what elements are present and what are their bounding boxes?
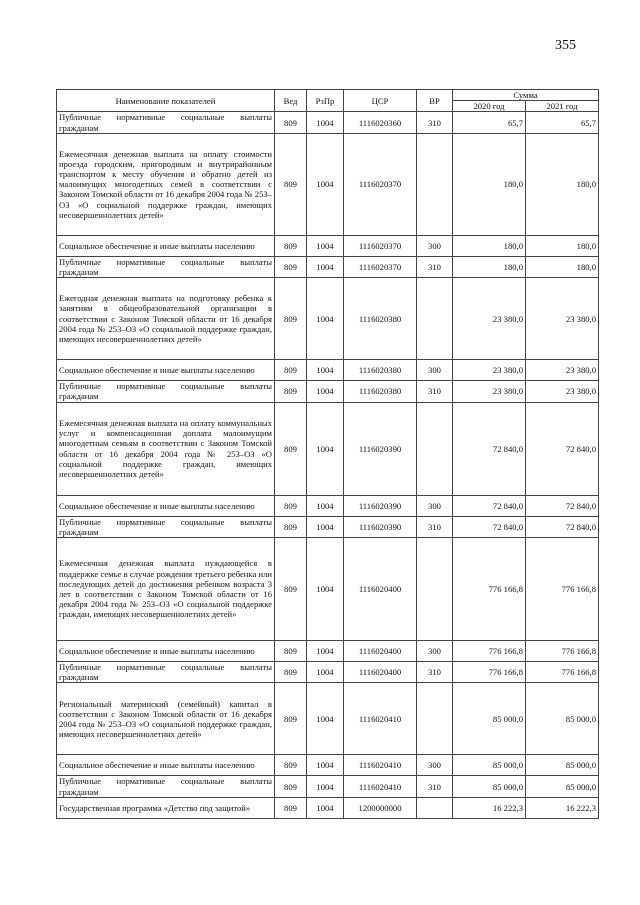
row-ved: 809 [275,538,307,641]
row-csr: 1116020410 [344,776,417,797]
row-ved: 809 [275,381,307,402]
row-rzpr: 1004 [307,360,344,381]
table-row [57,662,599,683]
row-csr: 1116020400 [344,662,417,683]
row-csr: 1200000000 [344,797,417,818]
row-rzpr: 1004 [307,256,344,277]
row-ved: 809 [275,278,307,360]
header-sum: Сумма [453,90,599,101]
row-sum-2021: 65,7 [526,112,599,133]
row-sum-2021: 776 166,8 [526,641,599,662]
row-csr: 1116020370 [344,235,417,256]
row-vr [417,683,453,755]
row-sum-2021: 85 000,0 [526,683,599,755]
row-vr: 300 [417,235,453,256]
row-sum-2021: 180,0 [526,235,599,256]
row-sum-2021: 23 380,0 [526,381,599,402]
row-sum-2020: 85 000,0 [453,755,526,776]
row-rzpr: 1004 [307,402,344,495]
row-rzpr: 1004 [307,133,344,235]
row-rzpr: 1004 [307,662,344,683]
row-sum-2021: 776 166,8 [526,538,599,641]
table-row [57,112,599,133]
table-row [57,516,599,537]
row-ved: 809 [275,755,307,776]
row-sum-2020: 180,0 [453,235,526,256]
row-ved: 809 [275,235,307,256]
row-sum-2020: 85 000,0 [453,683,526,755]
row-sum-2021: 85 000,0 [526,776,599,797]
row-name: Публичные нормативные социальные выплаты гражданам [57,256,275,277]
row-vr: 310 [417,381,453,402]
header-csr: ЦСР [344,90,417,112]
table-row [57,278,599,360]
row-csr: 1116020360 [344,112,417,133]
row-csr: 1116020390 [344,402,417,495]
row-name: Ежегодная денежная выплата на подготовку ребенка к занятиям в общеобразовательной организации в соответствии с Законом Томской области от 16 декабря 2004 года № 253–ОЗ «О социальной поддержке граждан, имеющих несовершеннолетних детей» [57,278,275,360]
table-row [57,538,599,641]
row-rzpr: 1004 [307,235,344,256]
row-ved: 809 [275,495,307,516]
row-name: Социальное обеспечение и иные выплаты населению [57,360,275,381]
row-rzpr: 1004 [307,538,344,641]
row-vr [417,538,453,641]
row-ved: 809 [275,360,307,381]
table-row [57,755,599,776]
table-row [57,256,599,277]
header-vr: ВР [417,90,453,112]
row-rzpr: 1004 [307,112,344,133]
row-sum-2021: 85 000,0 [526,755,599,776]
row-ved: 809 [275,776,307,797]
row-sum-2021: 23 380,0 [526,278,599,360]
row-name: Публичные нормативные социальные выплаты гражданам [57,516,275,537]
header-name: Наименование показателей [57,90,275,112]
row-vr: 310 [417,662,453,683]
row-csr: 1116020380 [344,278,417,360]
row-rzpr: 1004 [307,797,344,818]
row-sum-2020: 776 166,8 [453,662,526,683]
row-vr [417,278,453,360]
header-rzpr: РзПр [307,90,344,112]
row-name: Публичные нормативные социальные выплаты гражданам [57,776,275,797]
row-sum-2021: 16 222,3 [526,797,599,818]
row-name: Публичные нормативные социальные выплаты гражданам [57,112,275,133]
row-rzpr: 1004 [307,683,344,755]
table-row [57,495,599,516]
header-year-2020: 2020 год [453,101,526,112]
row-name: Ежемесячная денежная выплата нуждающейся в поддержке семье в случае рождения третьего ребенка или последующих детей до достижения ребенком возраста 3 лет в соответствии с Законом Томской области от 16 декабря 2004 года № 253–ОЗ «О социальной поддержке граждан, имеющих несовершеннолетних детей» [57,538,275,641]
row-vr [417,133,453,235]
row-sum-2020: 180,0 [453,133,526,235]
row-rzpr: 1004 [307,641,344,662]
table-row [57,360,599,381]
row-ved: 809 [275,256,307,277]
row-rzpr: 1004 [307,381,344,402]
row-sum-2020: 16 222,3 [453,797,526,818]
row-sum-2020: 776 166,8 [453,538,526,641]
row-rzpr: 1004 [307,755,344,776]
row-ved: 809 [275,662,307,683]
table-body [57,112,599,818]
row-name: Региональный материнский (семейный) капитал в соответствии с Законом Томской области от 16 декабря 2004 года № 253–ОЗ «О социальной поддержке граждан, имеющих несовершеннолетних детей» [57,683,275,755]
row-vr: 310 [417,776,453,797]
page-number: 355 [555,38,576,53]
row-name: Ежемесячная денежная выплата на оплату стоимости проезда городским, пригородным и внутрирайонным транспортом к месту обучения и обратно детей из малоимущих многодетных семей в соответствии с Законом Томской области от 16 декабря 2004 года № 253–ОЗ «О социальной поддержке граждан, имеющих несовершеннолетних детей» [57,133,275,235]
table-row [57,797,599,818]
row-csr: 1116020400 [344,538,417,641]
row-vr [417,402,453,495]
row-sum-2020: 776 166,8 [453,641,526,662]
row-ved: 809 [275,133,307,235]
budget-table [56,89,599,819]
row-ved: 809 [275,683,307,755]
row-name: Социальное обеспечение и иные выплаты населению [57,755,275,776]
row-name: Ежемесячная денежная выплата на оплату коммунальных услуг и компенсационная доплата малоимущим многодетным семьям в соответствии с Законом Томской области от 16 декабря 2004 года № 253–ОЗ «О социальной поддержке граждан, имеющих несовершеннолетних детей» [57,402,275,495]
row-sum-2020: 23 380,0 [453,278,526,360]
row-sum-2020: 72 840,0 [453,495,526,516]
row-ved: 809 [275,516,307,537]
row-vr: 310 [417,256,453,277]
row-csr: 1116020370 [344,133,417,235]
row-sum-2020: 23 380,0 [453,360,526,381]
row-name: Социальное обеспечение и иные выплаты населению [57,641,275,662]
row-csr: 1116020390 [344,516,417,537]
row-name: Публичные нормативные социальные выплаты гражданам [57,662,275,683]
row-sum-2020: 180,0 [453,256,526,277]
row-ved: 809 [275,112,307,133]
row-sum-2021: 776 166,8 [526,662,599,683]
row-csr: 1116020410 [344,755,417,776]
row-sum-2021: 180,0 [526,256,599,277]
row-ved: 809 [275,402,307,495]
table-row [57,402,599,495]
header-year-2021: 2021 год [526,101,599,112]
row-sum-2021: 72 840,0 [526,516,599,537]
row-vr: 300 [417,755,453,776]
row-ved: 809 [275,797,307,818]
table-row [57,776,599,797]
row-vr: 310 [417,112,453,133]
row-vr: 300 [417,495,453,516]
row-vr: 300 [417,641,453,662]
table-row [57,381,599,402]
row-sum-2020: 65,7 [453,112,526,133]
row-csr: 1116020380 [344,360,417,381]
row-name: Публичные нормативные социальные выплаты гражданам [57,381,275,402]
row-sum-2021: 23 380,0 [526,360,599,381]
row-rzpr: 1004 [307,278,344,360]
row-rzpr: 1004 [307,776,344,797]
row-sum-2021: 180,0 [526,133,599,235]
row-name: Социальное обеспечение и иные выплаты населению [57,495,275,516]
row-sum-2020: 72 840,0 [453,402,526,495]
table-row [57,133,599,235]
row-csr: 1116020410 [344,683,417,755]
row-csr: 1116020400 [344,641,417,662]
row-ved: 809 [275,641,307,662]
row-name: Социальное обеспечение и иные выплаты населению [57,235,275,256]
row-rzpr: 1004 [307,516,344,537]
row-csr: 1116020390 [344,495,417,516]
table-row [57,641,599,662]
row-sum-2021: 72 840,0 [526,495,599,516]
row-name: Государственная программа «Детство под защитой» [57,797,275,818]
row-csr: 1116020370 [344,256,417,277]
table-row [57,235,599,256]
row-vr [417,797,453,818]
row-vr: 300 [417,360,453,381]
table-row [57,683,599,755]
row-vr: 310 [417,516,453,537]
row-rzpr: 1004 [307,495,344,516]
row-sum-2021: 72 840,0 [526,402,599,495]
row-sum-2020: 23 380,0 [453,381,526,402]
header-ved: Вед [275,90,307,112]
row-sum-2020: 72 840,0 [453,516,526,537]
row-sum-2020: 85 000,0 [453,776,526,797]
row-csr: 1116020380 [344,381,417,402]
